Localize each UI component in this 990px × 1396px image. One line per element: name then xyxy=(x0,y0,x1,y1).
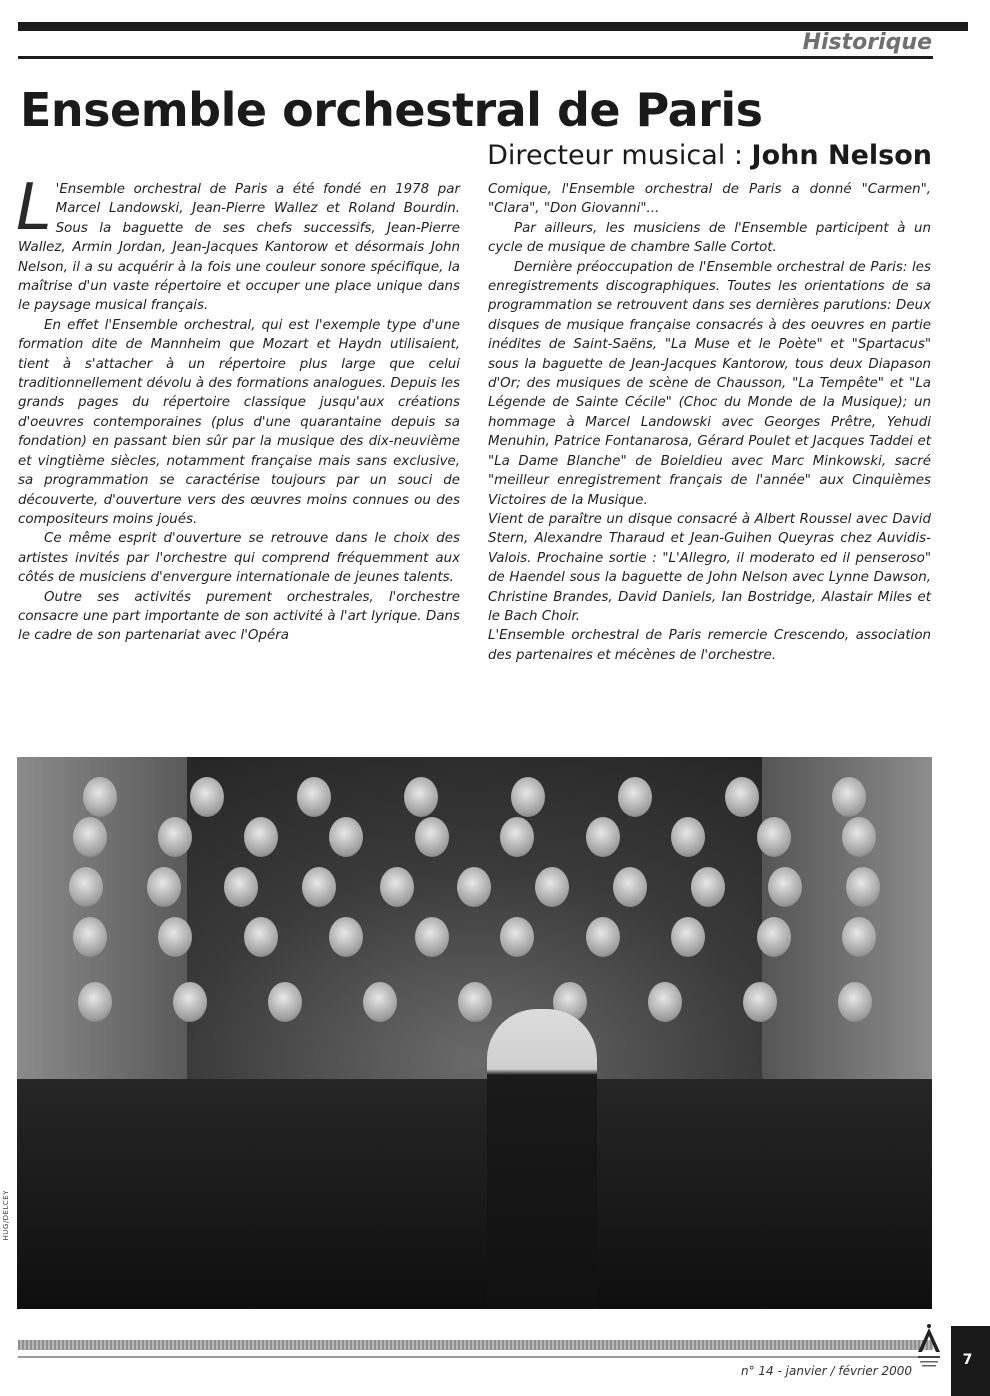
photo-conductor xyxy=(487,1009,597,1309)
photo-row xyxy=(47,817,902,857)
bottom-rule-thin xyxy=(18,1356,933,1358)
page-number: 7 xyxy=(962,1352,973,1368)
article-paragraph: Vient de paraître un disque consacré à Albert Roussel avec David Stern, Alexandre Tharaud et Jean-Guihen Queyras chez Auvidis-Valois. Prochaine sortie : "L'Allegro, il moderato ed il penseroso" de Haendel sous la baguette de John Nelson avec Lynne Dawson, Christine Brandes, David Daniels, Ian Bostridge, Alastair Miles et le Bach Choir. xyxy=(488,511,931,624)
article-paragraph: Dernière préoccupation de l'Ensemble orchestral de Paris: les enregistrements discographiques. Toutes les orientations de sa programmation se retrouvent dans ses dernières parutions: Deux disques de musique française consacrés à des oeuvres en partie inédites de Saint-Saëns, "La Muse et le Poète" et "Spartacus" sous la baguette de Jean-Jacques Kantorow, tous deux Diapason d'Or; des musiques de scène de Chausson, "La Tempête" et "La Légende de Sainte Cécile" (Choc du Monde de la Musique); un hommage à Marcel Landowski avec Georges Prêtre, Yehudi Menuhin, Patrice Fontanarosa, Gérard Poulet et Jacques Taddei et "La Dame Blanche" de Boieldieu avec Marc Minkowski, sacré "meilleur enregistrement français de l'année" aux Cinquièmes Victoires de la Musique. xyxy=(488,259,931,508)
article-paragraph: Outre ses activités purement orchestrales, l'orchestre consacre une part importante de son activité à l'art lyrique. Dans le cadre de son partenariat avec l'Opéra xyxy=(18,589,460,644)
article-subtitle xyxy=(487,138,932,174)
article-paragraph: Comique, l'Ensemble orchestral de Paris a donné "Carmen", "Clara", "Don Giovanni"... xyxy=(488,182,931,217)
photo-musicians-bodies xyxy=(17,1079,932,1309)
top-rule-thin xyxy=(18,56,933,59)
ensemble-logo-icon xyxy=(912,1322,946,1372)
orchestra-photo xyxy=(17,757,932,1309)
article-column-left xyxy=(16,171,460,646)
article-title: Ensemble orchestral de Paris xyxy=(20,83,763,137)
subtitle-prefix: Directeur musical : xyxy=(487,140,743,171)
article-paragraph: Ce même esprit d'ouverture se retrouve dans le choix des artistes invités par l'orchestre qui comprend fréquemment aux côtés de musiciens d'envergure internationale de jeunes talents. xyxy=(18,531,460,586)
photo-credit: HUG/DELCEY xyxy=(2,1190,10,1241)
article-paragraph: Par ailleurs, les musiciens de l'Ensemble participent à un cycle de musique de chambre Salle Cortot. xyxy=(488,220,931,256)
issue-info: n° 14 - janvier / février 2000 xyxy=(740,1364,912,1378)
photo-row xyxy=(47,777,902,817)
article-column-right xyxy=(488,180,931,665)
article-paragraph: L 'Ensemble orchestral de Paris a été fondé en 1978 par Marcel Landowski, Jean-Pierre Wallez et Roland Bourdin. Sous la baguette de ses chefs successifs, Jean-Pierre Wallez, Armin Jordan, Jean-Jacques Kantorow et désormais John Nelson, il a su acquérir à la fois une couleur sonore spécifique, la maîtrise d'un vaste répertoire et occuper une place unique dans le paysage musical français. xyxy=(16,171,460,314)
bottom-rule xyxy=(18,1340,933,1350)
article-paragraph: L'Ensemble orchestral de Paris remercie Crescendo, association des partenaires et mécènes de l'orchestre. xyxy=(488,628,931,663)
article-paragraph: En effet l'Ensemble orchestral, qui est l'exemple type d'une formation dite de Mannheim que Mozart et Haydn utilisaient, tient à s'attacher à un répertoire plus large que celui traditionnellement dévolu à des formations analogues. Depuis les grands pages du répertoire classique jusqu'aux créations d'oeuvres contemporaines (plus d'une quarantaine depuis sa fondation) en passant bien sûr par la musique des dix-neuvième et vingtième siècles, notamment française mais sans exclusive, sa programmation se caractérise toujours par un souci de découverte, d'ouverture vers des œuvres moins connues ou des compositeurs moins joués. xyxy=(18,317,460,527)
subtitle-name: John Nelson xyxy=(751,140,932,171)
photo-row xyxy=(47,867,902,907)
photo-row xyxy=(47,917,902,957)
section-label: Historique xyxy=(802,30,932,55)
photo-row xyxy=(47,982,902,1022)
drop-cap: L xyxy=(16,171,52,245)
